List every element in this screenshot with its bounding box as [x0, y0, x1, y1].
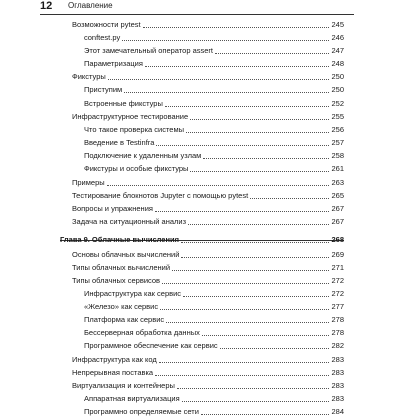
toc-leader-dots: [202, 335, 330, 336]
toc-entry-page: 284: [331, 407, 344, 416]
toc-leader-dots: [160, 309, 329, 310]
toc-entry: [72, 216, 344, 227]
toc-leader-dots: [190, 171, 329, 172]
toc-leader-dots: [172, 270, 329, 271]
toc-entry: [84, 58, 344, 69]
toc-entry: [84, 314, 344, 325]
toc-entry-page: 252: [331, 99, 344, 108]
toc-entry-page: 267: [331, 204, 344, 213]
toc-entry: [84, 45, 344, 56]
toc-entry: [84, 84, 344, 95]
toc-entry: [72, 190, 344, 201]
toc-entry: [72, 249, 344, 260]
toc-entry-label: Параметризация: [84, 59, 143, 68]
toc-leader-dots: [186, 132, 329, 133]
toc-entry-page: 257: [331, 138, 344, 147]
toc-entry-page: 283: [331, 394, 344, 403]
toc-entry: [84, 124, 344, 135]
toc-entry: [72, 367, 344, 378]
toc-leader-dots: [250, 198, 329, 199]
toc-entry-page: 263: [331, 178, 344, 187]
toc-entry: [72, 177, 344, 188]
toc-entry-page: 277: [331, 302, 344, 311]
toc-entry-label: Программно определяемые сети: [84, 407, 199, 416]
toc-entry: [84, 137, 344, 148]
toc-entry-page: 248: [331, 59, 344, 68]
toc-entry-label: Программное обеспечение как сервис: [84, 341, 218, 350]
toc-entry-label: Фикстуры: [72, 72, 106, 81]
toc-entry-label: Основы облачных вычислений: [72, 250, 180, 259]
toc-leader-dots: [143, 27, 330, 28]
toc-entry-label: Встроенные фикстуры: [84, 99, 163, 108]
toc-entry-label: Вопросы и упражнения: [72, 204, 153, 213]
toc-entry-page: 269: [331, 250, 344, 259]
toc-entry-label: Типы облачных сервисов: [72, 276, 161, 285]
toc-entry-page: 250: [331, 85, 344, 94]
toc-entry-page: 250: [331, 72, 344, 81]
toc-entry-label: Аппаратная виртуализация: [84, 394, 180, 403]
toc-leader-dots: [182, 401, 330, 402]
toc-leader-dots: [108, 79, 330, 80]
toc-entry: [84, 98, 344, 109]
toc-entry-label: Виртуализация и контейнеры: [72, 381, 175, 390]
toc-entry-label: Инфраструктурное тестирование: [72, 112, 189, 121]
toc-entry-page: 272: [331, 289, 344, 298]
toc-entry: [84, 32, 344, 43]
toc-leader-dots: [190, 119, 329, 120]
toc-leader-dots: [155, 211, 330, 212]
toc-entry-label: Непрерывная поставка: [72, 368, 154, 377]
toc-entry: [84, 393, 344, 404]
toc-leader-dots: [159, 362, 330, 363]
running-header-title: Оглавление: [68, 1, 113, 10]
toc-entry: [72, 111, 344, 122]
toc-entry: [72, 354, 344, 365]
toc-entry-label: Возможности pytest: [72, 20, 141, 29]
toc-entry: [72, 203, 344, 214]
toc-entry-label: Что такое проверка системы: [84, 125, 185, 134]
toc-entry: [72, 275, 344, 286]
toc-leader-dots: [215, 53, 329, 54]
toc-leader-dots: [183, 296, 329, 297]
toc-entry: [84, 150, 344, 161]
toc-leader-dots: [203, 158, 329, 159]
toc-entry-page: 283: [331, 355, 344, 364]
toc-entry: [72, 262, 344, 273]
toc-entry: [84, 327, 344, 338]
toc-leader-dots: [155, 375, 329, 376]
toc-entry-page: 278: [331, 328, 344, 337]
toc-leader-dots: [177, 388, 330, 389]
toc-entry: [84, 163, 344, 174]
toc-entry-page: 267: [331, 217, 344, 226]
toc-entry: [72, 71, 344, 82]
toc-leader-dots: [181, 257, 329, 258]
toc-leader-dots: [145, 66, 330, 67]
toc-entry-page: 268: [331, 235, 344, 244]
toc-entry: [72, 19, 344, 30]
toc-entry-page: 278: [331, 315, 344, 324]
toc-leader-dots: [107, 185, 330, 186]
toc-leader-dots: [201, 414, 330, 415]
toc-leader-dots: [166, 322, 329, 323]
toc-entry-label: Тестирование блокнотов Jupyter с помощью pytest: [72, 191, 249, 200]
toc-entry: [84, 340, 344, 351]
toc-entry-label: Введение в Testinfra: [84, 138, 155, 147]
toc-leader-dots: [122, 40, 329, 41]
toc-entry-label: Бессерверная обработка данных: [84, 328, 200, 337]
toc-entry-page: 245: [331, 20, 344, 29]
toc-leader-dots: [165, 106, 330, 107]
toc-leader-dots: [188, 224, 329, 225]
toc-entry-page: 246: [331, 33, 344, 42]
toc-entry-label: Фикстуры и особые фикстуры: [84, 164, 189, 173]
toc-entry-label: Задача на ситуационный анализ: [72, 217, 187, 226]
toc-entry-page: 283: [331, 368, 344, 377]
toc-leader-dots: [156, 145, 329, 146]
toc-entry-page: 282: [331, 341, 344, 350]
toc-entry-label: Глава 9. Облачные вычисления: [60, 235, 179, 244]
toc-entry-page: 255: [331, 112, 344, 121]
toc-entry-label: «Железо» как сервис: [84, 302, 159, 311]
toc-leader-dots: [220, 348, 330, 349]
page-number: 12: [40, 0, 53, 12]
toc-entry: [84, 406, 344, 417]
toc-entry-page: 265: [331, 191, 344, 200]
toc-entry-page: 247: [331, 46, 344, 55]
toc-chapter-entry: [60, 234, 344, 245]
toc-entry-label: Инфраструктура как код: [72, 355, 157, 364]
toc-entry-page: 283: [331, 381, 344, 390]
toc-entry-label: conftest.py: [84, 33, 121, 42]
toc-entry-label: Подключение к удаленным узлам: [84, 151, 202, 160]
toc-entry-label: Инфраструктура как сервис: [84, 289, 182, 298]
toc-entry-page: 256: [331, 125, 344, 134]
toc-entry-label: Приступим: [84, 85, 123, 94]
toc-leader-dots: [162, 283, 329, 284]
toc-entry: [84, 288, 344, 299]
toc-leader-dots: [124, 92, 329, 93]
toc-entry-label: Платформа как сервис: [84, 315, 165, 324]
toc-leader-dots: [181, 242, 329, 243]
toc-entry-page: 261: [331, 164, 344, 173]
toc-entry-label: Типы облачных вычислений: [72, 263, 171, 272]
toc-entry-label: Этот замечательный оператор assert: [84, 46, 214, 55]
toc-entry: [84, 301, 344, 312]
toc-entry-label: Примеры: [72, 178, 105, 187]
toc-entry: [72, 380, 344, 391]
toc-entry-page: 258: [331, 151, 344, 160]
toc-entry-page: 271: [331, 263, 344, 272]
toc-entry-page: 272: [331, 276, 344, 285]
